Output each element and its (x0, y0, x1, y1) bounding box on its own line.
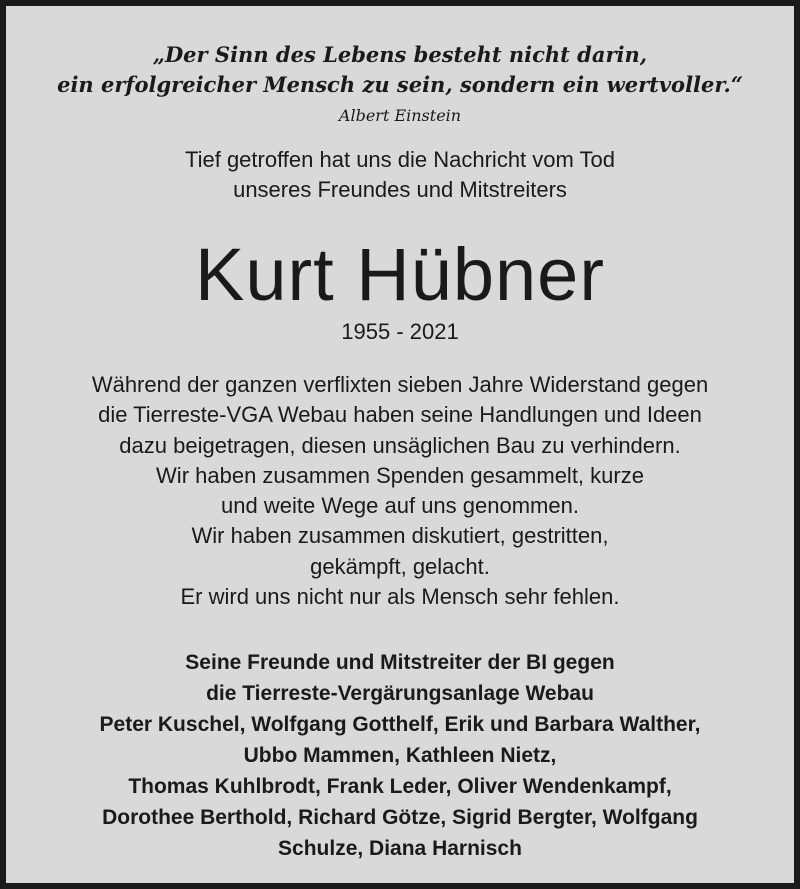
signers-line: Thomas Kuhlbrodt, Frank Leder, Oliver Wendenkampf, (128, 775, 672, 798)
signers-line: die Tierreste-Vergärungsanlage Webau (206, 682, 594, 705)
signers-line: Dorothee Berthold, Richard Götze, Sigrid Bergter, Wolfgang (102, 806, 698, 829)
intro-line: unseres Freundes und Mitstreiters (233, 177, 567, 202)
quote-line: „Der Sinn des Lebens besteht nicht darin, (152, 42, 648, 67)
tribute-line: Während der ganzen verflixten sieben Jahre Widerstand gegen (91, 372, 709, 397)
tribute-line: gekämpft, gelacht. (310, 553, 490, 579)
intro-text (6, 145, 794, 205)
signers-line: Seine Freunde und Mitstreiter der BI gegen (185, 651, 615, 674)
tribute-line: Er wird uns nicht nur als Mensch sehr fehlen. (180, 584, 620, 610)
signers-line: Ubbo Mammen, Kathleen Nietz, (243, 744, 557, 767)
tribute-line: und weite Wege auf uns genommen. (221, 493, 579, 519)
quote (6, 40, 794, 100)
tribute-line: dazu beigetragen, diesen unsäglichen Bau zu verhindern. (119, 432, 681, 458)
signers-line: Schulze, Diana Harnisch (278, 837, 522, 860)
deceased-name: Kurt Hübner (195, 233, 605, 316)
life-years: 1955 - 2021 (341, 319, 459, 344)
tribute-line: Wir haben zusammen diskutiert, gestritten, (191, 523, 609, 549)
tribute-text (6, 370, 794, 612)
obituary-notice (6, 6, 794, 883)
quote-line: ein erfolgreicher Mensch zu sein, sondern ein wertvoller.“ (57, 72, 743, 97)
signers (6, 647, 794, 864)
signers-line: Peter Kuschel, Wolfgang Gotthelf, Erik und Barbara Walther, (99, 713, 701, 736)
intro-line: Tief getroffen hat uns die Nachricht vom Tod (184, 147, 616, 172)
quote-author: Albert Einstein (338, 106, 462, 125)
tribute-line: Wir haben zusammen Spenden gesammelt, kurze (156, 462, 644, 488)
tribute-line: die Tierreste-VGA Webau haben seine Handlungen und Ideen (98, 402, 702, 428)
